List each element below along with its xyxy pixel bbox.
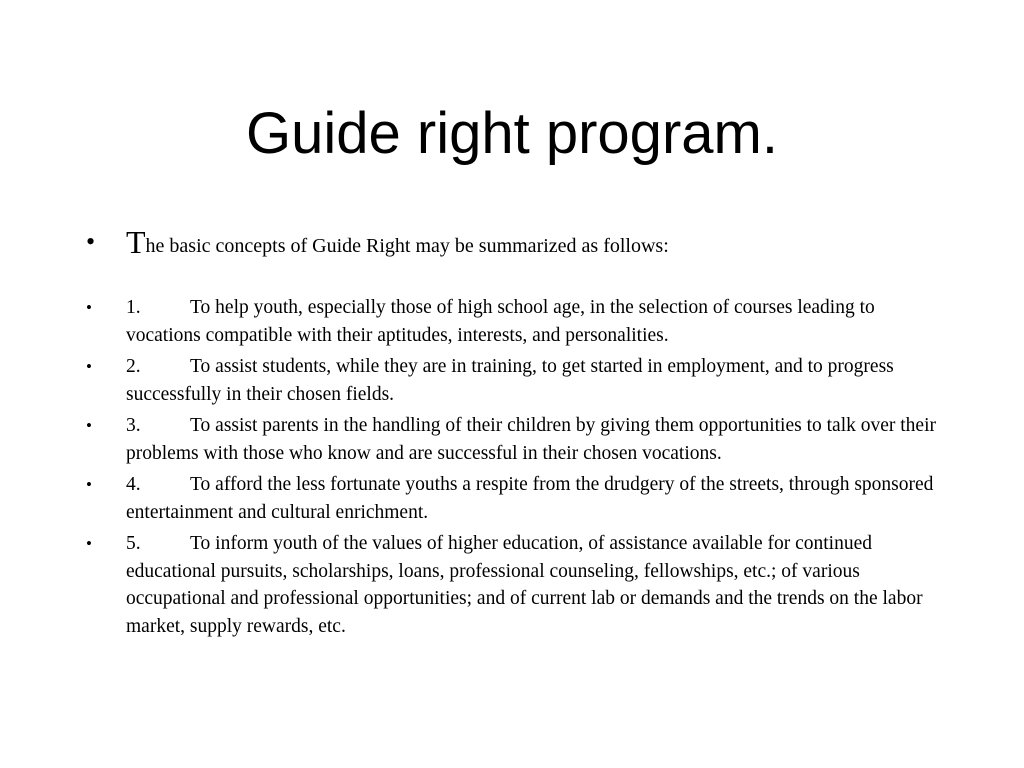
list-item bbox=[86, 471, 946, 526]
item-number: 5. bbox=[126, 533, 141, 554]
bullet-icon: • bbox=[86, 534, 92, 553]
bullet-icon: • bbox=[86, 227, 96, 256]
item-number: 1. bbox=[126, 297, 141, 318]
bullet-icon: • bbox=[86, 475, 92, 494]
slide-title: Guide right program. bbox=[246, 101, 778, 166]
item-number: 2. bbox=[126, 356, 141, 377]
bullet-icon: • bbox=[86, 357, 92, 376]
item-text: To assist parents in the handling of their children by giving them opportunities to talk over their problems with those who know and are successful in their chosen vocations. bbox=[126, 415, 936, 464]
item-number: 4. bbox=[126, 474, 141, 495]
list-item bbox=[86, 353, 946, 408]
list-item bbox=[86, 412, 946, 467]
list-item bbox=[86, 530, 946, 640]
bullet-list bbox=[86, 226, 946, 644]
item-text: To inform youth of the values of higher education, of assistance available for continued educational pursuits, scholarships, loans, professional counseling, fellowships, etc.; of various occupational and professional opportunities; and of current lab or demands and the trends on the labor market, supply rewards, etc. bbox=[126, 533, 923, 637]
item-number: 3. bbox=[126, 415, 141, 436]
bullet-icon: • bbox=[86, 416, 92, 435]
item-text: To afford the less fortunate youths a respite from the drudgery of the streets, through sponsored entertainment and cultural enrichment. bbox=[126, 474, 934, 523]
list-item bbox=[86, 294, 946, 349]
item-text: To help youth, especially those of high school age, in the selection of courses leading to vocations compatible with their aptitudes, interests, and personalities. bbox=[126, 297, 875, 346]
intro-bullet bbox=[86, 226, 946, 260]
item-text: To assist students, while they are in training, to get started in employment, and to progress successfully in their chosen fields. bbox=[126, 356, 894, 405]
bullet-icon: • bbox=[86, 298, 92, 317]
intro-rest: he basic concepts of Guide Right may be summarized as follows: bbox=[145, 235, 669, 257]
drop-cap: T bbox=[126, 224, 146, 260]
intro-text bbox=[126, 226, 669, 260]
